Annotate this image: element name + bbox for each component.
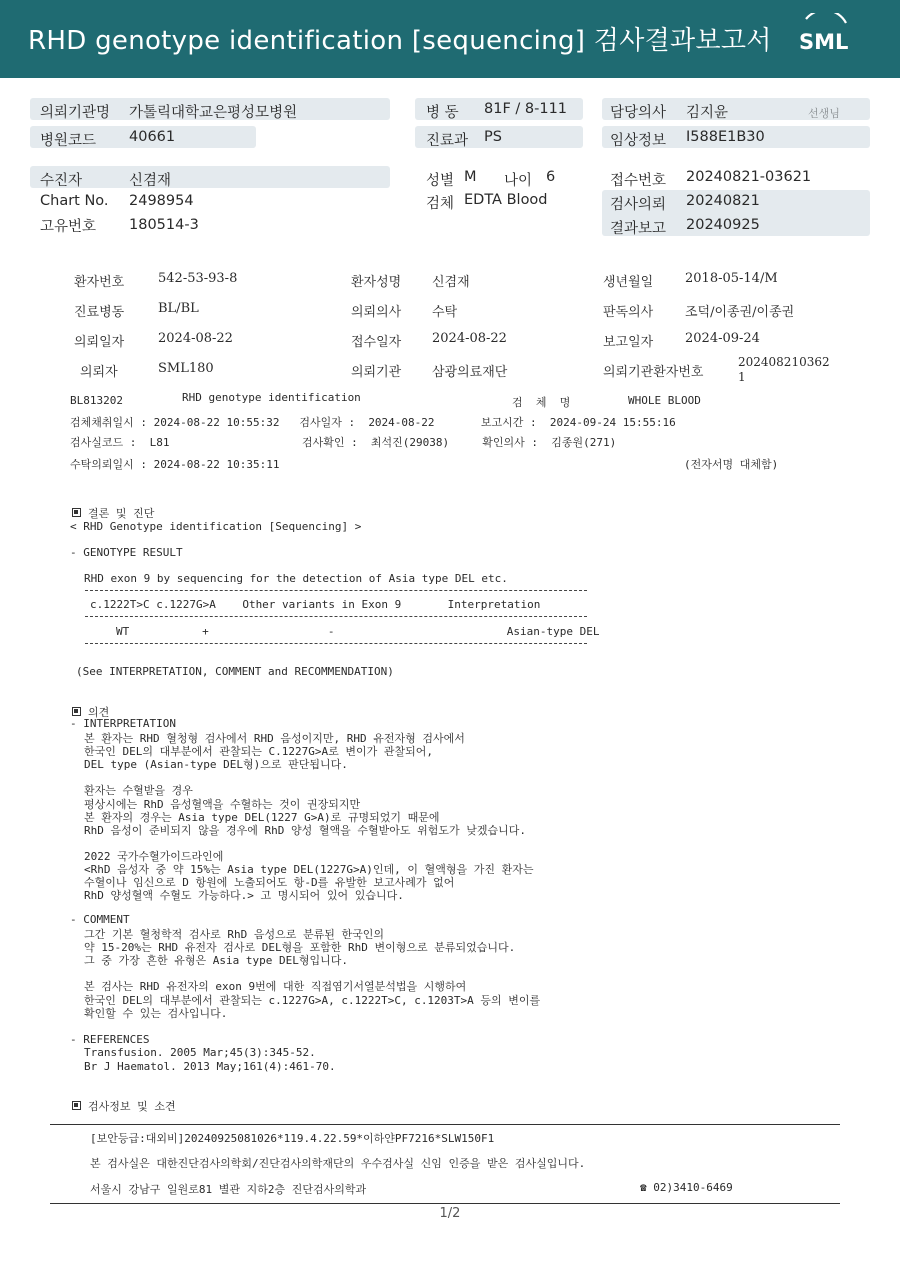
table-rule-mid	[85, 616, 587, 617]
text-line: <RhD 음성자 중 약 15%는 Asia type DEL(1227G>A)인데, 이 혈액형을 가진 환자는	[84, 863, 534, 876]
specimen-value: EDTA Blood	[464, 192, 548, 208]
pt-label-11: 의뢰기관	[351, 365, 402, 380]
hospital-value: 가톨릭대학교은평성모병원	[129, 105, 298, 121]
test-line-2: 검사실코드 : L81 검사확인 : 최석진(29038) 확인의사 : 김종원(271)	[70, 436, 617, 449]
text-line: 한국인 DEL의 대부분에서 관찰되는 c.1227G>A, c.1222T>C, c.1203T>A 등의 변이를	[84, 993, 541, 1007]
pt-label-10: 의뢰자	[80, 365, 118, 380]
interp-head: - INTERPRETATION	[70, 717, 176, 730]
pt-value-9: 2024-09-24	[685, 331, 760, 346]
pt-value-4: BL/BL	[158, 301, 199, 316]
test-code: BL813202	[70, 394, 123, 407]
test-name: RHD genotype identification	[182, 391, 361, 404]
chart-label: Chart No.	[40, 193, 109, 209]
table-rule-bottom	[85, 643, 587, 644]
pt-value-2: 신겸재	[432, 275, 470, 290]
test-specimen: WHOLE BLOOD	[628, 394, 701, 407]
page-number: 1/2	[439, 1206, 461, 1221]
dept-value: PS	[484, 129, 502, 145]
text-line: DEL type (Asian-type DEL형)으로 판단됩니다.	[84, 758, 348, 772]
sml-logo	[796, 13, 854, 65]
genotype-method: RHD exon 9 by sequencing for the detection of Asia type DEL etc.	[84, 572, 508, 585]
sex-label: 성별	[426, 173, 455, 189]
text-line: 본 환자의 경우는 Asia type DEL(1227 G>A)로 규명되었기 때문에	[84, 810, 440, 824]
text-line: RhD 양성혈액 수혈도 가능하다.> 고 명시되어 있어 있습니다.	[84, 889, 404, 903]
text-line: 수혈이나 임신으로 D 항원에 노출되어도 항-D를 유발한 보고사례가 없어	[84, 876, 455, 890]
patient-label: 수진자	[40, 173, 83, 189]
table-row: WT + - Asian-type DEL	[116, 625, 600, 638]
clinical-value: I588E1B30	[686, 129, 765, 145]
pt-value-1: 542-53-93-8	[158, 271, 238, 286]
opinion-section-title: 의견	[88, 706, 110, 719]
pt-label-9: 보고일자	[603, 335, 654, 350]
pt-value-12a: 202408210362	[738, 355, 830, 369]
pt-value-8: 2024-08-22	[432, 331, 507, 346]
code-label: 병원코드	[40, 133, 97, 149]
doctor-title: 선생님	[808, 107, 840, 120]
pt-label-8: 접수일자	[351, 335, 402, 350]
text-line: RhD 음성이 준비되지 않을 경우에 RhD 양성 혈액을 수혈받아도 위험도가 낮겠습니다.	[84, 823, 526, 837]
patient-value: 신겸재	[129, 173, 172, 189]
text-line: 그 중 가장 흔한 유형은 Asia type DEL형입니다.	[84, 954, 348, 968]
pt-value-11: 삼광의료재단	[432, 365, 508, 380]
clinical-label: 임상정보	[610, 133, 667, 149]
section-marker	[72, 1101, 81, 1110]
genotype-head: - GENOTYPE RESULT	[70, 546, 183, 559]
see-note: (See INTERPRETATION, COMMENT and RECOMMENDATION)	[76, 665, 394, 678]
doctor-value: 김지윤	[686, 105, 729, 121]
age-value: 6	[546, 169, 556, 185]
test-specimen-label: 검 체 명	[512, 396, 571, 409]
ref-head: - REFERENCES	[70, 1033, 150, 1046]
pt-label-1: 환자번호	[74, 275, 125, 290]
patient-bar	[30, 166, 390, 188]
table-rule-top	[85, 590, 587, 591]
section-marker	[72, 707, 81, 716]
svg-text:SML: SML	[799, 30, 849, 54]
pt-value-3: 2018-05-14/M	[685, 271, 778, 286]
hospital-label: 의뢰기관명	[40, 105, 111, 121]
ward-value: 81F / 8-111	[484, 101, 568, 117]
comment-head: - COMMENT	[70, 913, 130, 926]
report-title: RHD genotype identification [sequencing] 검사결과보고서	[28, 26, 772, 56]
report-header	[0, 0, 900, 78]
footer-rule-top	[50, 1124, 840, 1125]
pt-label-2: 환자성명	[351, 275, 402, 290]
pt-label-3: 생년월일	[603, 275, 654, 290]
pt-value-5: 수탁	[432, 305, 458, 320]
text-line: 본 환자는 RHD 혈청형 검사에서 RHD 음성이지만, RHD 유전자형 검사에서	[84, 732, 465, 745]
pt-label-12: 의뢰기관환자번호	[603, 365, 704, 380]
pt-value-6: 조덕/이종권/이종권	[685, 305, 795, 320]
phone-line: ☎ 02)3410-6469	[640, 1181, 733, 1194]
test-line-3: 수탁의뢰일시 : 2024-08-22 10:35:11	[70, 458, 280, 471]
test-line-1: 검체채취일시 : 2024-08-22 10:55:32 검사일자 : 2024-08-22 보고시간 : 2024-09-24 15:55:16	[70, 416, 676, 429]
uid-value: 180514-3	[129, 217, 199, 233]
report-value: 20240925	[686, 217, 760, 233]
ref-1: Transfusion. 2005 Mar;45(3):345-52.	[84, 1046, 316, 1059]
text-line: 약 15-20%는 RHD 유전자 검사로 DEL형을 포함한 RhD 변이형으로 분류되었습니다.	[84, 941, 516, 955]
ward-label: 병 동	[426, 105, 459, 121]
dept-label: 진료과	[426, 133, 469, 149]
chart-value: 2498954	[129, 193, 194, 209]
code-value: 40661	[129, 129, 176, 145]
pt-label-5: 의뢰의사	[351, 305, 402, 320]
address-line: 서울시 강남구 일원로81 별관 지하2층 진단검사의학과	[90, 1183, 367, 1196]
text-line: 2022 국가수혈가이드라인에	[84, 849, 224, 863]
cert-line: 본 검사실은 대한진단검사의학회/진단검사의학재단의 우수검사실 신임 인증을 받은 검사실입니다.	[90, 1157, 586, 1170]
text-line: 그간 기본 혈청학적 검사로 RhD 음성으로 분류된 한국인의	[84, 928, 384, 941]
footer-rule-bottom	[50, 1203, 840, 1204]
text-line: 본 검사는 RHD 유전자의 exon 9번에 대한 직접염기서열분석법을 시행하여	[84, 980, 467, 994]
pt-value-7: 2024-08-22	[158, 331, 233, 346]
pt-label-7: 의뢰일자	[74, 335, 125, 350]
request-value: 20240821	[686, 193, 760, 209]
uid-label: 고유번호	[40, 219, 97, 235]
request-label: 검사의뢰	[610, 197, 667, 213]
pt-label-4: 진료병동	[74, 305, 125, 320]
doctor-label: 담당의사	[610, 105, 667, 121]
sex-value: M	[464, 169, 477, 185]
ref-2: Br J Haematol. 2013 May;161(4):461-70.	[84, 1060, 336, 1073]
specimen-label: 검체	[426, 196, 455, 212]
sign-note: (전자서명 대체함)	[684, 458, 779, 471]
footer-section-title: 검사정보 및 소견	[88, 1100, 176, 1113]
report-label: 결과보고	[610, 221, 667, 237]
pt-value-12b: 1	[738, 370, 746, 384]
text-line: 평상시에는 RhD 음성혈액을 수혈하는 것이 권장되지만	[84, 797, 361, 811]
pt-label-6: 판독의사	[603, 305, 654, 320]
receipt-label: 접수번호	[610, 173, 667, 189]
pt-value-10: SML180	[158, 361, 214, 376]
receipt-value: 20240821-03621	[686, 169, 812, 185]
text-line: 확인할 수 있는 검사입니다.	[84, 1006, 228, 1020]
text-line: 환자는 수혈받을 경우	[84, 784, 193, 798]
result-subtitle: < RHD Genotype identification [Sequencing] >	[70, 520, 362, 533]
section-marker	[72, 508, 81, 517]
security-line: [보안등급:대외비]20240925081026*119.4.22.59*이하얀PF7216*SLW150F1	[90, 1132, 495, 1145]
table-header: c.1222T>C c.1227G>A Other variants in Exon 9 Interpretation	[90, 598, 541, 611]
result-section-title: 결론 및 진단	[88, 507, 155, 520]
age-label: 나이	[504, 173, 533, 189]
text-line: 한국인 DEL의 대부분에서 관찰되는 C.1227G>A로 변이가 관찰되어,	[84, 745, 433, 759]
